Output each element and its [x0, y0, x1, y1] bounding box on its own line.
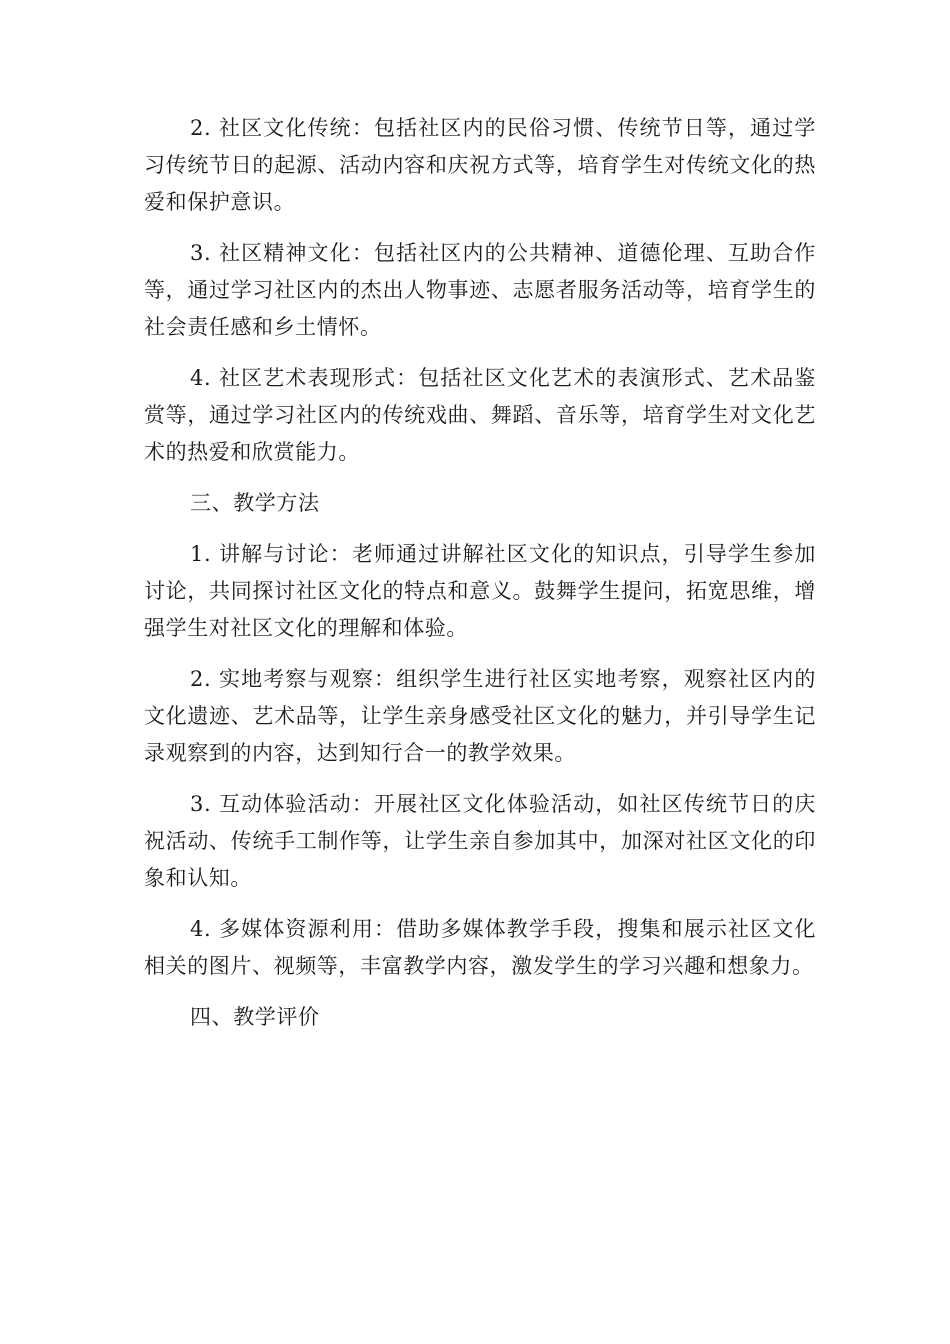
paragraph-method-lecture: 1. 讲解与讨论：老师通过讲解社区文化的知识点，引导学生参加讨论，共同探讨社区文化的特点和意义。鼓舞学生提问，拓宽思维，增强学生对社区文化的理解和体验。 [144, 542, 816, 640]
paragraph-method-interactive: 3. 互动体验活动：开展社区文化体验活动，如社区传统节日的庆祝活动、传统手工制作等，让学生亲自参加其中，加深对社区文化的印象和认知。 [144, 792, 816, 890]
paragraph-community-art: 4. 社区艺术表现形式：包括社区文化艺术的表演形式、艺术品鉴赏等，通过学习社区内的传统戏曲、舞蹈、音乐等，培育学生对文化艺术的热爱和欣赏能力。 [144, 366, 816, 464]
paragraph-community-tradition: 2. 社区文化传统：包括社区内的民俗习惯、传统节日等，通过学习传统节日的起源、活动内容和庆祝方式等，培育学生对传统文化的热爱和保护意识。 [144, 116, 816, 214]
paragraph-community-spirit: 3. 社区精神文化：包括社区内的公共精神、道德伦理、互助合作等，通过学习社区内的杰出人物事迹、志愿者服务活动等，培育学生的社会责任感和乡土情怀。 [144, 241, 816, 339]
section-heading-teaching-evaluation: 四、教学评价 [190, 1005, 320, 1029]
paragraph-method-multimedia: 4. 多媒体资源利用：借助多媒体教学手段，搜集和展示社区文化相关的图片、视频等，丰富教学内容，激发学生的学习兴趣和想象力。 [144, 917, 816, 978]
section-heading-teaching-methods: 三、教学方法 [190, 491, 320, 515]
document-body [144, 110, 816, 1050]
paragraph-method-field-study: 2. 实地考察与观察：组织学生进行社区实地考察，观察社区内的文化遗迹、艺术品等，让学生亲身感受社区文化的魅力，并引导学生记录观察到的内容，达到知行合一的教学效果。 [144, 667, 816, 765]
